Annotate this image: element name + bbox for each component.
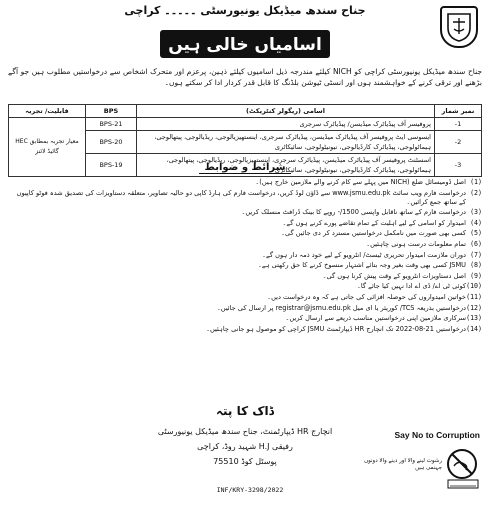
postal-address-title: ڈاک کا پتہ <box>215 404 275 418</box>
no-bribe-hands-icon <box>350 444 480 492</box>
terms-title <box>170 162 320 173</box>
term-number: (10) <box>466 282 482 291</box>
term-number: (9) <box>470 271 482 280</box>
term-number: (4) <box>470 218 482 227</box>
term-number: (2) <box>470 188 482 197</box>
header-post: اسامی (ریگولر کنٹریکٹ) <box>137 105 435 118</box>
term-number: (7) <box>470 250 482 259</box>
term-number: (13) <box>466 314 482 323</box>
list-item <box>8 293 482 302</box>
address-line: رفیقی H.J شہید روڈ، کراچی <box>197 442 293 451</box>
term-text: درخواستیں بذریعہ TCS/ کوریئر یا ای میل registrar@jsmu.edu.pk پر ارسال کی جائیں۔ <box>216 303 466 312</box>
term-number: (14) <box>466 324 482 333</box>
term-number: (8) <box>470 261 482 270</box>
term-text: اصل ڈومیسائل ضلع (NICH میں پہلے سے کام کرنے والے ملازمین خارج ہیں)۔ <box>255 178 466 186</box>
corruption-slogan: Say No to Corruption <box>394 430 480 440</box>
list-item <box>8 282 482 291</box>
address-line: انچارج HR ڈیپارٹمنٹ، جناح سندھ میڈیکل یونیورسٹی <box>157 427 333 436</box>
list-item <box>8 189 482 207</box>
term-text: اصل دستاویزات انٹرویو کے وقت پیش کرنا ہوں گی۔ <box>322 271 466 280</box>
term-text: درخواستیں 21-08-2022 تک انچارج HR ڈیپارٹمنٹ JSMU کراچی کو موصول ہو جانی چاہئیں۔ <box>206 324 466 333</box>
term-number: (11) <box>466 292 482 301</box>
university-logo-icon <box>440 6 478 48</box>
corruption-note: رشوت لینے والا اور دینے والا دونوں جہنمی ہیں <box>364 458 442 471</box>
terms-title-text: شرائط و ضوابط <box>199 162 292 174</box>
term-text: JSMU کسی بھی وقت بغیر وجہ بتائے اشتہار منسوخ کرنے کا حق رکھتی ہے۔ <box>257 261 466 270</box>
intro-paragraph: جناح سندھ میڈیکل یونیورسٹی کراچی کو NICH کیلئے مندرجہ ذیل اسامیوں کیلئے ذہین، پرعزم اور متحرک اشخاص سے درخواستیں مطلوب ہیں جو آگے بڑھنے اور ترقی کرنے کے خواہشمند ہوں اور انسٹی ٹیوشن بلڈنگ کا قابل قدر کردار ادا کر سکتے ہوں۔ <box>8 67 482 87</box>
vacancies-banner: اسامیاں خالی ہیں <box>160 30 330 58</box>
table-row <box>9 118 482 131</box>
list-item <box>8 272 482 281</box>
row-no: 1- <box>435 118 482 131</box>
list-item <box>8 325 482 334</box>
address-line: پوسٹل کوڈ 75510 <box>213 457 277 466</box>
term-number: (3) <box>470 208 482 217</box>
term-text: امیدوار کو اسامی کے لیے اہلیت کے تمام تقاضے پورے کرنے ہوں گے۔ <box>282 218 466 227</box>
header-bps: BPS <box>86 105 137 118</box>
term-text: خواتین امیدواروں کی حوصلہ افزائی کی جاتی ہے کہ وہ درخواست دیں۔ <box>267 292 466 301</box>
postal-address <box>110 424 380 469</box>
row-no: 3- <box>435 154 482 177</box>
term-number: (1) <box>470 178 482 186</box>
row-post: اسسٹنٹ پروفیسر آف پیڈیاٹرک میڈیسن، پیڈیاٹرک سرجری، اینستھیزیالوجی، ریڈیالوجی، پیتھالوجی، ہیماٹولوجی، پیڈیاٹرک کارڈیالوجی، نیونیٹولوجی، سائیکاٹری <box>137 154 435 177</box>
list-item <box>8 229 482 238</box>
list-item <box>8 314 482 323</box>
term-text: سرکاری ملازمین اپنی درخواستیں مناسب ذریعے سے ارسال کریں۔ <box>285 314 466 323</box>
term-number: (5) <box>470 229 482 238</box>
term-text: کوئی ٹی اے/ ڈی اے ادا نہیں کیا جائے گا۔ <box>356 282 466 291</box>
table-header-row <box>9 105 482 118</box>
row-post: ایسوسی ایٹ پروفیسر آف پیڈیاٹرک میڈیسن، پیڈیاٹرک سرجری، اینستھیزیالوجی، ریڈیالوجی، پیتھالوجی، ہیماٹولوجی، پیڈیاٹرک کارڈیالوجی، نیونیٹولوجی، سائیکاٹری <box>137 131 435 154</box>
term-number: (6) <box>470 239 482 248</box>
row-no: 2- <box>435 131 482 154</box>
list-item <box>8 261 482 270</box>
term-text: کسی بھی صورت میں نامکمل درخواستیں مسترد کر دی جائیں گی۔ <box>281 229 466 238</box>
list-item <box>8 304 482 313</box>
row-bps: BPS-19 <box>86 154 137 177</box>
terms-list <box>8 178 482 335</box>
term-text: درخواست فارم کے ساتھ ناقابل واپسی 1500/- روپے کا بینک ڈرافٹ منسلک کریں۔ <box>241 208 466 217</box>
row-post: پروفیسر آف پیڈیاٹرک میڈیسن/ پیڈیاٹرک سرجری <box>137 118 435 131</box>
row-qualification: معیار تجربہ بمطابق HEC گائیڈ لائنز <box>9 118 86 177</box>
term-text: تمام معلومات درست ہونی چاہئیں۔ <box>366 239 466 248</box>
university-title: جناح سندھ میڈیکل یونیورسٹی ۔۔۔۔۔ کراچی <box>124 4 366 17</box>
list-item <box>8 178 482 187</box>
row-bps: BPS-21 <box>86 118 137 131</box>
term-text: درخواست فارم ویب سائٹ www.jsmu.edu.pk سے ڈاؤن لوڈ کریں، درخواست فارم کی ہارڈ کاپی دو حالیہ تصاویر، متعلقہ دستاویزات کی تصدیق شدہ فوٹو کاپیوں کے ساتھ جمع کرائیں۔ <box>16 188 466 206</box>
term-number: (12) <box>466 303 482 312</box>
reference-number: INF/KRY-3298/2022 <box>216 486 284 494</box>
header-qualification: قابلیت/ تجربہ <box>9 105 86 118</box>
list-item <box>8 208 482 217</box>
header-no: نمبر شمار <box>435 105 482 118</box>
list-item <box>8 251 482 260</box>
list-item <box>8 219 482 228</box>
row-bps: BPS-20 <box>86 131 137 154</box>
header <box>0 0 490 64</box>
anti-corruption-block <box>350 430 480 494</box>
list-item <box>8 240 482 249</box>
term-text: دوران ملازمت امیدوار تحریری ٹیسٹ/ انٹرویو کے لیے خود ذمہ دار ہوں گے۔ <box>262 250 466 259</box>
